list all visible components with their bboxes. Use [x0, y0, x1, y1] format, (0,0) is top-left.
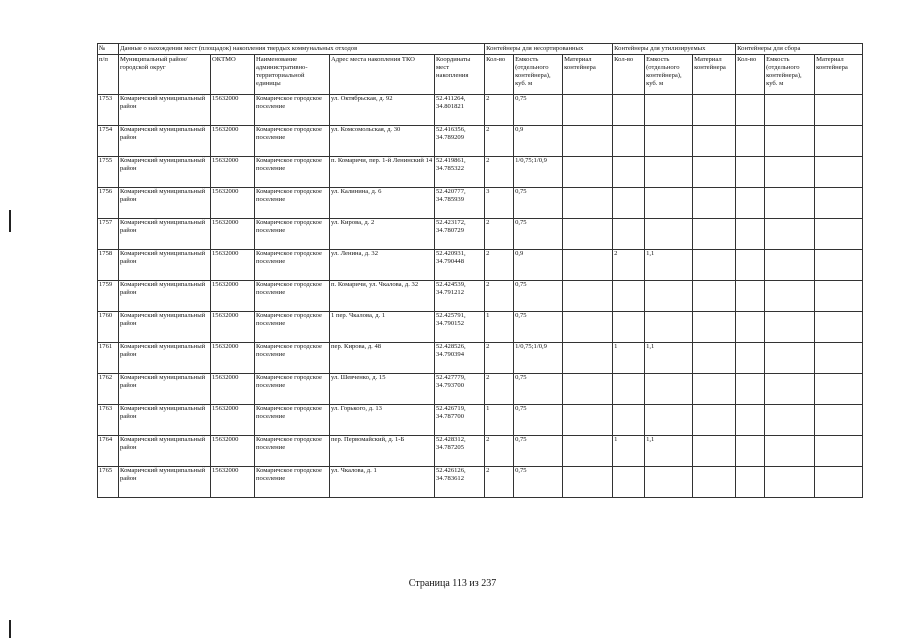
- scan-edge-mark: [9, 210, 11, 232]
- cell-oktmo: 15632000: [211, 343, 255, 374]
- cell-district: Комаричский муниципальный район: [119, 312, 211, 343]
- cell-address: пер. Кирова, д. 48: [330, 343, 435, 374]
- cell-district: Комаричский муниципальный район: [119, 219, 211, 250]
- cell-material-collect: [815, 312, 863, 343]
- row-number: 1756: [98, 188, 119, 219]
- cell-capacity-collect: [765, 219, 815, 250]
- cell-coords: 52.426126, 34.783612: [435, 467, 485, 498]
- row-number: 1763: [98, 405, 119, 436]
- row-number: 1754: [98, 126, 119, 157]
- cell-address: п. Комаричи, ул. Чкалова, д. 32: [330, 281, 435, 312]
- cell-material-unsorted: [563, 312, 613, 343]
- table-row: [98, 250, 863, 281]
- cell-material-collect: [815, 188, 863, 219]
- cell-capacity-unsorted: 0,9: [514, 250, 563, 281]
- cell-capacity-collect: [765, 157, 815, 188]
- table-row: [98, 343, 863, 374]
- cell-material-unsorted: [563, 188, 613, 219]
- cell-district: Комаричский муниципальный район: [119, 188, 211, 219]
- header-material: Материал контейнера: [693, 55, 736, 95]
- cell-material-unsorted: [563, 405, 613, 436]
- cell-material-collect: [815, 281, 863, 312]
- row-number: 1761: [98, 343, 119, 374]
- cell-oktmo: 15632000: [211, 374, 255, 405]
- cell-unit: Комаричское городское поселение: [255, 219, 330, 250]
- row-number: 1759: [98, 281, 119, 312]
- cell-material-collect: [815, 467, 863, 498]
- row-number: 1764: [98, 436, 119, 467]
- cell-material-sorted: [693, 467, 736, 498]
- cell-district: Комаричский муниципальный район: [119, 436, 211, 467]
- cell-capacity-unsorted: 0,75: [514, 219, 563, 250]
- cell-count-collect: [736, 343, 765, 374]
- cell-district: Комаричский муниципальный район: [119, 95, 211, 126]
- cell-coords: 52.426719, 34.787700: [435, 405, 485, 436]
- cell-count-sorted: [613, 374, 645, 405]
- table-row: [98, 126, 863, 157]
- row-number: 1760: [98, 312, 119, 343]
- cell-material-sorted: [693, 281, 736, 312]
- header-unit: Наименование административно-территориальной единицы: [255, 55, 330, 95]
- table-row: [98, 188, 863, 219]
- table-row: [98, 467, 863, 498]
- cell-count-unsorted: 2: [485, 219, 514, 250]
- cell-material-unsorted: [563, 157, 613, 188]
- cell-material-sorted: [693, 374, 736, 405]
- cell-capacity-unsorted: 0,75: [514, 405, 563, 436]
- cell-material-unsorted: [563, 467, 613, 498]
- cell-material-collect: [815, 374, 863, 405]
- cell-capacity-collect: [765, 250, 815, 281]
- cell-count-unsorted: 2: [485, 281, 514, 312]
- cell-capacity-sorted: [645, 405, 693, 436]
- cell-unit: Комаричское городское поселение: [255, 157, 330, 188]
- cell-unit: Комаричское городское поселение: [255, 343, 330, 374]
- row-number: 1762: [98, 374, 119, 405]
- row-number: 1755: [98, 157, 119, 188]
- header-count: Кол-во: [485, 55, 514, 95]
- cell-capacity-unsorted: 1/0,75;1/0,9: [514, 157, 563, 188]
- cell-coords: 52.425791, 34.790152: [435, 312, 485, 343]
- cell-capacity-unsorted: 0,75: [514, 281, 563, 312]
- cell-capacity-collect: [765, 436, 815, 467]
- cell-capacity-collect: [765, 188, 815, 219]
- cell-unit: Комаричское городское поселение: [255, 126, 330, 157]
- cell-count-unsorted: 1: [485, 312, 514, 343]
- cell-count-collect: [736, 281, 765, 312]
- cell-coords: 52.428312, 34.787205: [435, 436, 485, 467]
- table-row: [98, 157, 863, 188]
- header-district: Муниципальный район/городской округ: [119, 55, 211, 95]
- cell-count-collect: [736, 126, 765, 157]
- cell-capacity-sorted: [645, 312, 693, 343]
- header-group-unsorted: Контейнеры для несортированных: [485, 44, 613, 55]
- cell-district: Комаричский муниципальный район: [119, 126, 211, 157]
- cell-material-sorted: [693, 219, 736, 250]
- cell-coords: 52.411264, 34.801821: [435, 95, 485, 126]
- cell-count-collect: [736, 219, 765, 250]
- header-group-sorted: Контейнеры для утилизируемых: [613, 44, 736, 55]
- table-row: [98, 219, 863, 250]
- header-coords: Координаты мест накопления: [435, 55, 485, 95]
- cell-material-unsorted: [563, 219, 613, 250]
- cell-capacity-sorted: [645, 157, 693, 188]
- cell-address: ул. Октябрьская, д. 92: [330, 95, 435, 126]
- cell-count-sorted: 2: [613, 250, 645, 281]
- cell-count-sorted: [613, 219, 645, 250]
- cell-coords: 52.423172, 34.780729: [435, 219, 485, 250]
- cell-count-sorted: [613, 467, 645, 498]
- cell-district: Комаричский муниципальный район: [119, 250, 211, 281]
- table-row: [98, 436, 863, 467]
- cell-count-collect: [736, 436, 765, 467]
- cell-material-collect: [815, 95, 863, 126]
- cell-coords: 52.420931, 34.790448: [435, 250, 485, 281]
- cell-capacity-sorted: [645, 374, 693, 405]
- cell-address: ул. Ленина, д. 32: [330, 250, 435, 281]
- cell-material-sorted: [693, 436, 736, 467]
- cell-coords: 52.428526, 34.790394: [435, 343, 485, 374]
- cell-count-sorted: 1: [613, 436, 645, 467]
- cell-unit: Комаричское городское поселение: [255, 95, 330, 126]
- cell-oktmo: 15632000: [211, 281, 255, 312]
- cell-material-collect: [815, 405, 863, 436]
- cell-capacity-collect: [765, 343, 815, 374]
- header-count: Кол-во: [736, 55, 765, 95]
- cell-count-unsorted: 3: [485, 188, 514, 219]
- cell-coords: 52.420777, 34.785939: [435, 188, 485, 219]
- table-row: [98, 405, 863, 436]
- cell-count-sorted: [613, 312, 645, 343]
- cell-capacity-unsorted: 0,75: [514, 188, 563, 219]
- cell-capacity-unsorted: 0,75: [514, 312, 563, 343]
- cell-count-unsorted: 2: [485, 250, 514, 281]
- cell-oktmo: 15632000: [211, 95, 255, 126]
- cell-district: Комаричский муниципальный район: [119, 157, 211, 188]
- cell-material-sorted: [693, 188, 736, 219]
- cell-count-sorted: [613, 405, 645, 436]
- cell-unit: Комаричское городское поселение: [255, 281, 330, 312]
- row-number: 1753: [98, 95, 119, 126]
- cell-material-sorted: [693, 126, 736, 157]
- cell-address: ул. Горького, д. 13: [330, 405, 435, 436]
- cell-count-unsorted: 2: [485, 374, 514, 405]
- cell-oktmo: 15632000: [211, 312, 255, 343]
- cell-count-unsorted: 2: [485, 343, 514, 374]
- cell-coords: 52.416356, 34.789209: [435, 126, 485, 157]
- cell-count-unsorted: 2: [485, 157, 514, 188]
- page-number: Страница 113 из 237: [408, 578, 497, 589]
- cell-unit: Комаричское городское поселение: [255, 312, 330, 343]
- cell-coords: 52.424539, 34.791212: [435, 281, 485, 312]
- table-header: [98, 44, 863, 95]
- header-count: Кол-во: [613, 55, 645, 95]
- cell-capacity-collect: [765, 281, 815, 312]
- table-row: [98, 374, 863, 405]
- cell-capacity-unsorted: 0,75: [514, 467, 563, 498]
- cell-material-unsorted: [563, 250, 613, 281]
- row-number: 1757: [98, 219, 119, 250]
- cell-district: Комаричский муниципальный район: [119, 281, 211, 312]
- cell-count-sorted: [613, 188, 645, 219]
- row-number: 1765: [98, 467, 119, 498]
- cell-unit: Комаричское городское поселение: [255, 405, 330, 436]
- header-address: Адрес места накопления ТКО: [330, 55, 435, 95]
- cell-address: ул. Шевченко, д. 15: [330, 374, 435, 405]
- cell-material-collect: [815, 219, 863, 250]
- header-capacity: Емкость (отдельного контейнера), куб. м: [765, 55, 815, 95]
- cell-material-unsorted: [563, 343, 613, 374]
- cell-coords: 52.427779, 34.793700: [435, 374, 485, 405]
- cell-unit: Комаричское городское поселение: [255, 250, 330, 281]
- header-material: Материал контейнера: [815, 55, 863, 95]
- cell-unit: Комаричское городское поселение: [255, 436, 330, 467]
- cell-capacity-collect: [765, 405, 815, 436]
- header-oktmo: ОКТМО: [211, 55, 255, 95]
- cell-count-sorted: [613, 281, 645, 312]
- cell-capacity-collect: [765, 126, 815, 157]
- cell-count-collect: [736, 250, 765, 281]
- table-body: [98, 95, 863, 498]
- cell-material-unsorted: [563, 374, 613, 405]
- cell-capacity-collect: [765, 467, 815, 498]
- cell-capacity-unsorted: 0,9: [514, 126, 563, 157]
- cell-oktmo: 15632000: [211, 250, 255, 281]
- cell-oktmo: 15632000: [211, 157, 255, 188]
- cell-capacity-sorted: [645, 467, 693, 498]
- cell-capacity-unsorted: 0,75: [514, 436, 563, 467]
- cell-address: ул. Калинина, д. 6: [330, 188, 435, 219]
- cell-capacity-sorted: [645, 188, 693, 219]
- cell-count-unsorted: 2: [485, 126, 514, 157]
- cell-count-sorted: 1: [613, 343, 645, 374]
- cell-material-sorted: [693, 157, 736, 188]
- cell-capacity-sorted: [645, 219, 693, 250]
- cell-material-unsorted: [563, 436, 613, 467]
- cell-capacity-unsorted: 1/0,75;1/0,9: [514, 343, 563, 374]
- cell-address: 1 пер. Чкалова, д. 1: [330, 312, 435, 343]
- cell-unit: Комаричское городское поселение: [255, 467, 330, 498]
- cell-material-collect: [815, 436, 863, 467]
- cell-count-collect: [736, 374, 765, 405]
- header-num-sub: п/п: [98, 55, 119, 95]
- cell-material-collect: [815, 126, 863, 157]
- cell-material-unsorted: [563, 95, 613, 126]
- cell-address: ул. Комсомольская, д. 30: [330, 126, 435, 157]
- header-group-collect: Контейнеры для сбора: [736, 44, 863, 55]
- cell-oktmo: 15632000: [211, 219, 255, 250]
- cell-count-unsorted: 2: [485, 95, 514, 126]
- cell-oktmo: 15632000: [211, 188, 255, 219]
- cell-material-sorted: [693, 343, 736, 374]
- header-group-location: Данные о нахождении мест (площадок) накопления твердых коммунальных отходов: [119, 44, 485, 55]
- cell-oktmo: 15632000: [211, 126, 255, 157]
- cell-capacity-collect: [765, 374, 815, 405]
- cell-district: Комаричский муниципальный район: [119, 405, 211, 436]
- cell-count-unsorted: 2: [485, 436, 514, 467]
- cell-capacity-sorted: 1,1: [645, 436, 693, 467]
- cell-count-sorted: [613, 157, 645, 188]
- cell-count-collect: [736, 188, 765, 219]
- cell-capacity-unsorted: 0,75: [514, 95, 563, 126]
- header-capacity: Емкость (отдельного контейнера), куб. м: [514, 55, 563, 95]
- table-row: [98, 312, 863, 343]
- cell-district: Комаричский муниципальный район: [119, 374, 211, 405]
- cell-count-collect: [736, 312, 765, 343]
- cell-count-unsorted: 1: [485, 405, 514, 436]
- cell-count-collect: [736, 95, 765, 126]
- cell-district: Комаричский муниципальный район: [119, 343, 211, 374]
- cell-capacity-sorted: 1,1: [645, 250, 693, 281]
- cell-material-collect: [815, 343, 863, 374]
- cell-material-collect: [815, 250, 863, 281]
- table-row: [98, 281, 863, 312]
- cell-material-sorted: [693, 95, 736, 126]
- cell-material-unsorted: [563, 126, 613, 157]
- cell-material-sorted: [693, 250, 736, 281]
- cell-material-unsorted: [563, 281, 613, 312]
- cell-capacity-unsorted: 0,75: [514, 374, 563, 405]
- cell-capacity-collect: [765, 312, 815, 343]
- table-row: [98, 95, 863, 126]
- row-number: 1758: [98, 250, 119, 281]
- cell-address: пер. Первомайский, д. 1-Б: [330, 436, 435, 467]
- cell-capacity-sorted: [645, 95, 693, 126]
- cell-coords: 52.419861, 34.785322: [435, 157, 485, 188]
- cell-unit: Комаричское городское поселение: [255, 374, 330, 405]
- cell-capacity-collect: [765, 95, 815, 126]
- cell-unit: Комаричское городское поселение: [255, 188, 330, 219]
- header-capacity: Емкость (отдельного контейнера), куб. м: [645, 55, 693, 95]
- cell-capacity-sorted: [645, 126, 693, 157]
- cell-material-sorted: [693, 312, 736, 343]
- waste-sites-table: [97, 43, 863, 498]
- cell-material-sorted: [693, 405, 736, 436]
- header-material: Материал контейнера: [563, 55, 613, 95]
- cell-capacity-sorted: [645, 281, 693, 312]
- cell-oktmo: 15632000: [211, 436, 255, 467]
- cell-count-sorted: [613, 95, 645, 126]
- cell-district: Комаричский муниципальный район: [119, 467, 211, 498]
- cell-count-collect: [736, 405, 765, 436]
- cell-count-collect: [736, 157, 765, 188]
- cell-address: ул. Чкалова, д. 1: [330, 467, 435, 498]
- scan-edge-mark: [9, 620, 11, 638]
- cell-address: п. Комаричи, пер. 1-й Ленинский 14: [330, 157, 435, 188]
- cell-capacity-sorted: 1,1: [645, 343, 693, 374]
- cell-material-collect: [815, 157, 863, 188]
- cell-oktmo: 15632000: [211, 405, 255, 436]
- cell-address: ул. Кирова, д. 2: [330, 219, 435, 250]
- header-num: №: [98, 44, 119, 55]
- cell-count-unsorted: 2: [485, 467, 514, 498]
- cell-count-collect: [736, 467, 765, 498]
- cell-count-sorted: [613, 126, 645, 157]
- cell-oktmo: 15632000: [211, 467, 255, 498]
